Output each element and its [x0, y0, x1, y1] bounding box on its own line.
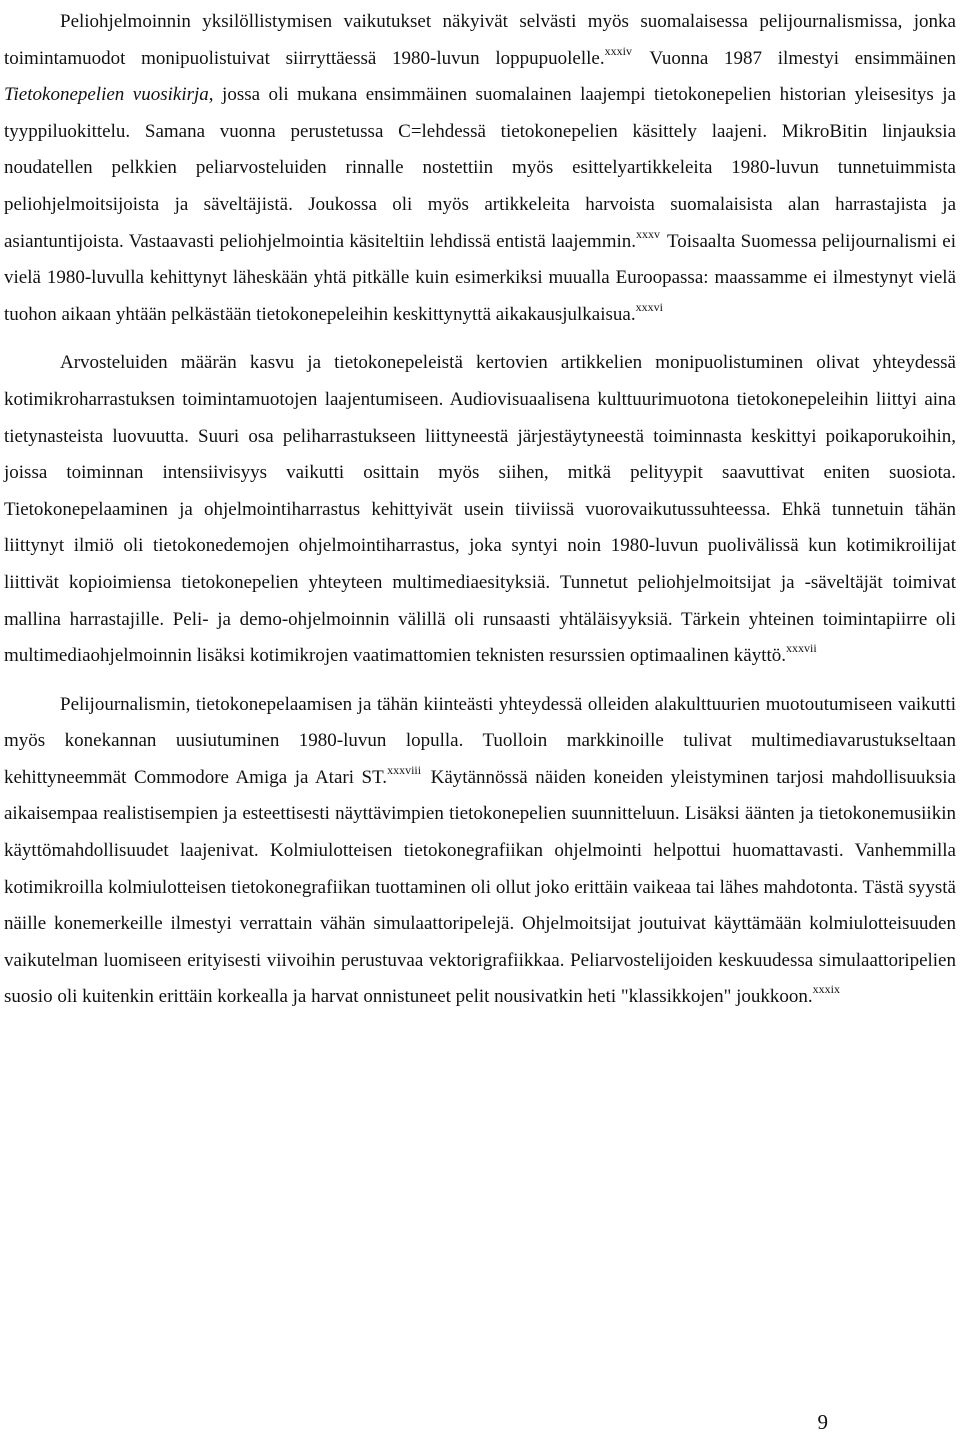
paragraph-text: Peliohjelmoinnin yksilöllistymisen vaikutukset näkyivät selvästi myös suomalaisessa pelijournalismissa, jonka toimintamuodot monipuolistuivat siirryttäessä 1980-luvun loppupuolelle.	[4, 11, 956, 69]
body-paragraph-1	[4, 4, 956, 333]
italic-title: Tietokonepelien vuosikirja	[4, 84, 209, 106]
paragraph-text: Toisaalta Suomessa pelijournalismi ei vielä 1980-luvulla kehittynyt läheskään yhtä pitkälle kuin esimerkiksi muualla Euroopassa: maassamme ei ilmestynyt vielä tuohon aikaan yhtään pelkästään tietokonepeleihin keskittynyttä aikakausjulkaisua.	[4, 230, 957, 325]
footnote-marker: xxxvi	[635, 299, 663, 314]
body-paragraph-2	[4, 345, 956, 674]
paragraph-text: Käytännössä näiden koneiden yleistyminen tarjosi mahdollisuuksia aikaisempaa realistisempien ja esteettisesti näyttävimpien tietokonepelien suunnitteluun. Lisäksi äänten ja tietokonemusiikin käyttömahdollisuudet laajenivat. Kolmiulotteisen tietokonegrafiikan ohjelmointi helpottui huomattavasti. Vanhemmilla kotimikroilla kolmiulotteisen tietokonegrafiikan tuottaminen oli ollut joko erittäin vaikeaa tai lähes mahdotonta. Tästä syystä näille konemerkeille ilmestyi verrattain vähän simulaattoripelejä. Ohjelmoitsijat joutuivat käyttämään kolmiulotteisuuden vaikutelman luomiseen erityisesti viivoihin perustuvaa vektorigrafiikkaa. Peliarvostelijoiden keskuudessa simulaattoripelien suosio oli kuitenkin erittäin korkealla ja harvat onnistuneet pelit nousivatkin heti "klassikkojen" joukkoon.	[4, 766, 956, 1008]
body-paragraph-3	[4, 687, 956, 1016]
footnote-marker: xxxiv	[604, 43, 632, 58]
footnote-marker: xxxv	[636, 226, 661, 241]
footnote-marker: xxxix	[812, 982, 840, 997]
paragraph-text: , jossa oli mukana ensimmäinen suomalainen laajempi tietokonepelien historian yleisesitys ja tyyppiluokittelu. Samana vuonna perustetussa C=lehdessä tietokonepelien käsittely laajeni. MikroBitin linjauksia noudatellen pelkkien peliarvosteluiden rinnalle nostettiin myös esittelyartikkeleita 1980-luvun tunnetuimmista peliohjelmoitsijoista ja säveltäjistä. Joukossa oli myös artikkeleita harvoista suomalaisista alan harrastajista ja asiantuntijoista. Vastaavasti peliohjelmointia käsiteltiin lehdissä entistä laajemmin.	[4, 84, 956, 252]
footnote-marker: xxxvii	[786, 641, 817, 656]
paragraph-text: Pelijournalismin, tietokonepelaamisen ja tähän kiinteästi yhteydessä olleiden alakulttuurien muotoutumiseen vaikutti myös konekannan uusiutuminen 1980-luvun lopulla. Tuolloin markkinoille tulivat multimediavarustukseltaan kehittyneemmät Commodore Amiga ja Atari ST.	[4, 693, 956, 788]
footnote-marker: xxxviii	[387, 762, 422, 777]
paragraph-text: Vuonna 1987 ilmestyi ensimmäinen	[633, 47, 956, 69]
page-number: 9	[817, 1410, 828, 1434]
paragraph-text: Arvosteluiden määrän kasvu ja tietokonepeleistä kertovien artikkelien monipuolistuminen olivat yhteydessä kotimikroharrastuksen toimintamuotojen laajentumiseen. Audiovisuaalisena kulttuurimuotona tietokonepeleihin liittyi aina tietynasteista luovuutta. Suuri osa peliharrastukseen liittyneestä järjestäytyneestä toiminnasta keskittyi poikaporukoihin, joissa toiminnan intensiivisyys vaikutti osittain myös siihen, mitkä pelityypit saavuttivat eniten suosiota. Tietokonepelaaminen ja ohjelmointiharrastus kehittyivät usein tiiviissä vuorovaikutussuhteessa. Ehkä tunnetuin tähän liittynyt ilmiö oli tietokonedemojen ohjelmointiharrastus, joka syntyi noin 1980-luvun puolivälissä kun kotimikroilijat liittivät kopioimiensa tietokonepelien yhteyteen multimediaesityksiä. Tunnetut peliohjelmoitsijat ja -säveltäjät toimivat mallina harrastajille. Peli- ja demo-ohjelmoinnin välillä oli runsaasti yhtäläisyyksiä. Tärkein yhteinen toimintapiirre oli multimediaohjelmoinnin lisäksi kotimikrojen vaatimattomien teknisten resurssien optimaalinen käyttö.	[4, 352, 956, 667]
